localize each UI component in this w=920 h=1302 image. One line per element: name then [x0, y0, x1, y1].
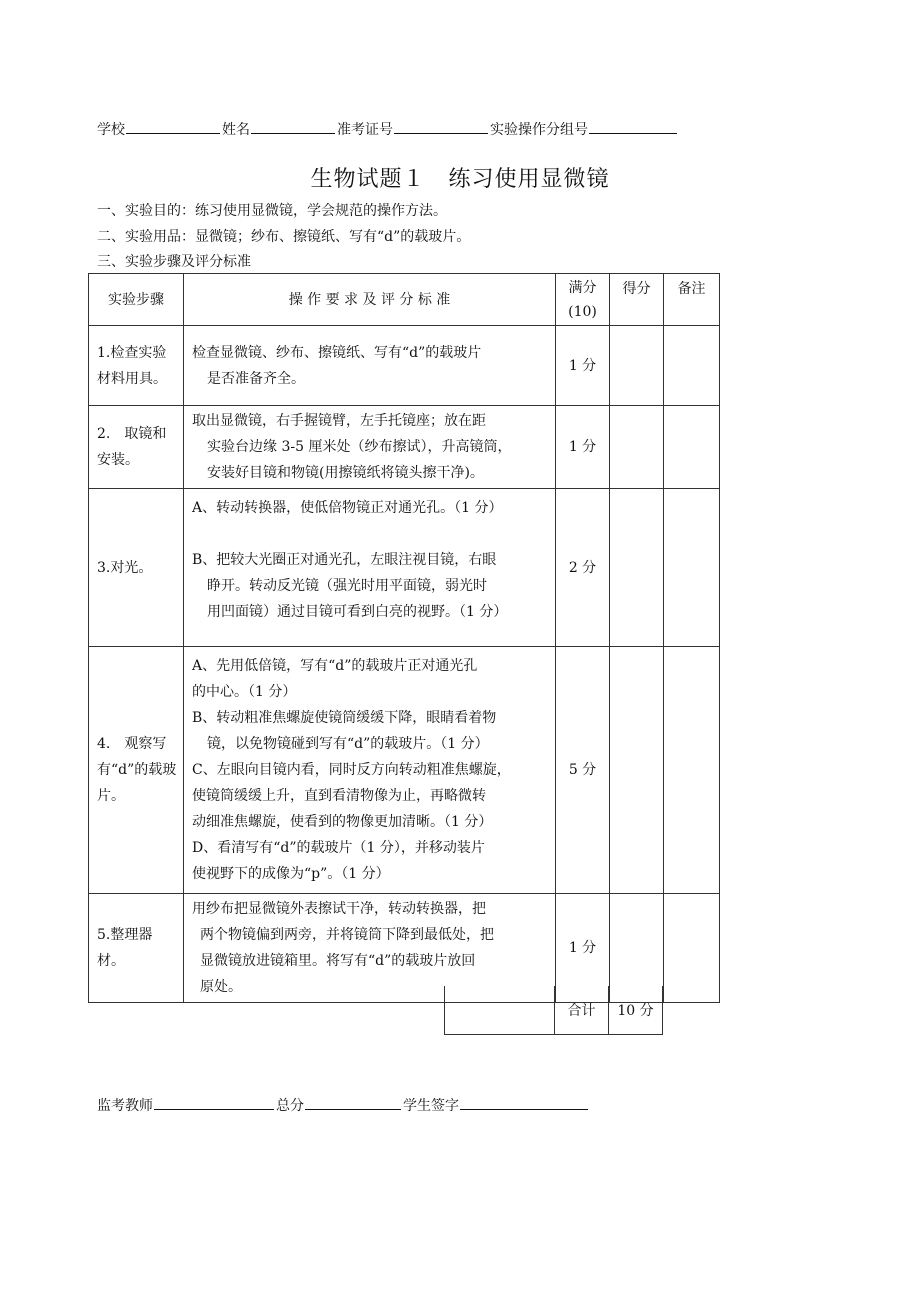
requirement-line: 用凹面镜）通过目镜可看到白亮的视野。（1 分） [207, 604, 508, 620]
requirement-line: 镜，以免物镜碰到写有“d”的载玻片。（1 分） [207, 736, 489, 752]
header-requirement: 操 作 要 求 及 评 分 标 准 [184, 274, 556, 326]
requirement-line: 安装好目镜和物镜(用擦镜纸将镜头擦干净)。 [207, 465, 484, 481]
invigilator-label: 监考教师 [97, 1098, 153, 1114]
requirement-line: 两个物镜偏到两旁，并将镜筒下降到最低处，把 [200, 927, 494, 943]
remarks-cell[interactable] [664, 489, 720, 647]
table-header-row [89, 274, 720, 326]
requirement-cell [184, 489, 556, 647]
materials-text: 二、实验用品：显微镜；纱布、擦镜纸、写有“d”的载玻片。 [97, 229, 471, 245]
exam-id-field[interactable] [394, 119, 488, 134]
table-row [89, 647, 720, 894]
table-row [89, 489, 720, 647]
step-cell: 1.检查实验材料用具。 [89, 326, 184, 406]
header-score: 得分 [610, 274, 664, 326]
student-sign-label: 学生签字 [403, 1098, 459, 1114]
header-full-score-line1: 满分 [568, 279, 597, 296]
requirement-line: B、把较大光圈正对通光孔，左眼注视目镜，右眼 [192, 552, 497, 568]
remarks-cell[interactable] [664, 406, 720, 489]
student-sign-field[interactable] [460, 1095, 588, 1110]
requirement-line: C、左眼向目镜内看，同时反方向转动粗准焦螺旋， [192, 762, 511, 778]
exam-id-label: 准考证号 [337, 122, 393, 138]
school-field[interactable] [126, 119, 220, 134]
step-cell: 2. 取镜和安装。 [89, 406, 184, 489]
page-title: 生物试题１ 练习使用显微镜 [310, 167, 610, 192]
remarks-cell[interactable] [664, 647, 720, 894]
requirement-line: 检查显微镜、纱布、擦镜纸、写有“d”的载玻片 [192, 344, 482, 361]
requirement-line: D、看清写有“d”的载玻片（1 分），并移动装片 [192, 840, 485, 856]
requirement-line: 用纱布把显微镜外表擦试干净，转动转换器，把 [192, 901, 486, 917]
candidate-info-line [97, 119, 679, 139]
header-full-score-line2: (10) [568, 303, 597, 320]
total-blank-cell [445, 986, 555, 1035]
name-field[interactable] [251, 119, 335, 134]
requirement-line: B、转动粗准焦螺旋使镜筒缓缓下降，眼睛看着物 [192, 710, 497, 726]
signature-line [97, 1095, 590, 1115]
score-cell[interactable] [610, 326, 664, 406]
table-row [89, 406, 720, 489]
requirement-line: 睁开。转动反光镜（强光时用平面镜，弱光时 [207, 578, 487, 594]
purpose-text: 一、实验目的：练习使用显微镜，学会规范的操作方法。 [97, 203, 447, 219]
name-label: 姓名 [222, 122, 250, 138]
requirement-cell [184, 647, 556, 894]
requirement-line: 的中心。（1 分） [192, 684, 297, 700]
requirement-line: A、先用低倍镜，写有“d”的载玻片正对通光孔 [192, 658, 478, 674]
points-cell: 1 分 [556, 406, 610, 489]
requirement-line: 使视野下的成像为“p”。（1 分） [192, 866, 390, 882]
total-table [444, 986, 663, 1035]
remarks-cell[interactable] [664, 894, 720, 1003]
requirement-line: 原处。 [200, 979, 242, 995]
requirement-cell [184, 406, 556, 489]
total-score-label: 总分 [276, 1098, 304, 1114]
requirement-line: 是否准备齐全。 [207, 370, 305, 387]
requirement-line: A、转动转换器，使低倍物镜正对通光孔。（1 分） [192, 500, 503, 516]
total-value: 10 分 [609, 986, 663, 1035]
requirement-line: 使镜筒缓缓上升，直到看清物像为止，再略微转 [192, 788, 486, 804]
score-cell[interactable] [610, 406, 664, 489]
header-step: 实验步骤 [89, 274, 184, 326]
score-cell[interactable] [610, 647, 664, 894]
requirement-cell [184, 326, 556, 406]
group-label: 实验操作分组号 [490, 122, 588, 138]
header-remarks: 备注 [664, 274, 720, 326]
table-row [89, 326, 720, 406]
steps-heading: 三、实验步骤及评分标准 [97, 254, 251, 270]
scoring-table [88, 273, 720, 1003]
points-cell: 1 分 [556, 326, 610, 406]
group-field[interactable] [589, 119, 677, 134]
requirement-line: 动细准焦螺旋，使看到的物像更加清晰。（1 分） [192, 814, 493, 830]
total-score-field[interactable] [305, 1095, 401, 1110]
requirement-line: 实验台边缘 3-5 厘米处（纱布擦试），升高镜筒， [207, 439, 512, 455]
requirement-line: 取出显微镜，右手握镜臂，左手托镜座；放在距 [192, 413, 486, 429]
step-cell: 5.整理器材。 [89, 894, 184, 1003]
requirement-line: 显微镜放进镜箱里。将写有“d”的载玻片放回 [200, 953, 476, 969]
total-label: 合计 [555, 986, 609, 1035]
points-cell: 2 分 [556, 489, 610, 647]
school-label: 学校 [97, 122, 125, 138]
points-cell: 1 分 [556, 894, 610, 1003]
step-cell: 3.对光。 [89, 489, 184, 647]
score-cell[interactable] [610, 489, 664, 647]
step-cell: 4. 观察写有“d”的载玻片。 [89, 647, 184, 894]
header-full-score [556, 274, 610, 326]
invigilator-field[interactable] [154, 1095, 274, 1110]
remarks-cell[interactable] [664, 326, 720, 406]
points-cell: 5 分 [556, 647, 610, 894]
